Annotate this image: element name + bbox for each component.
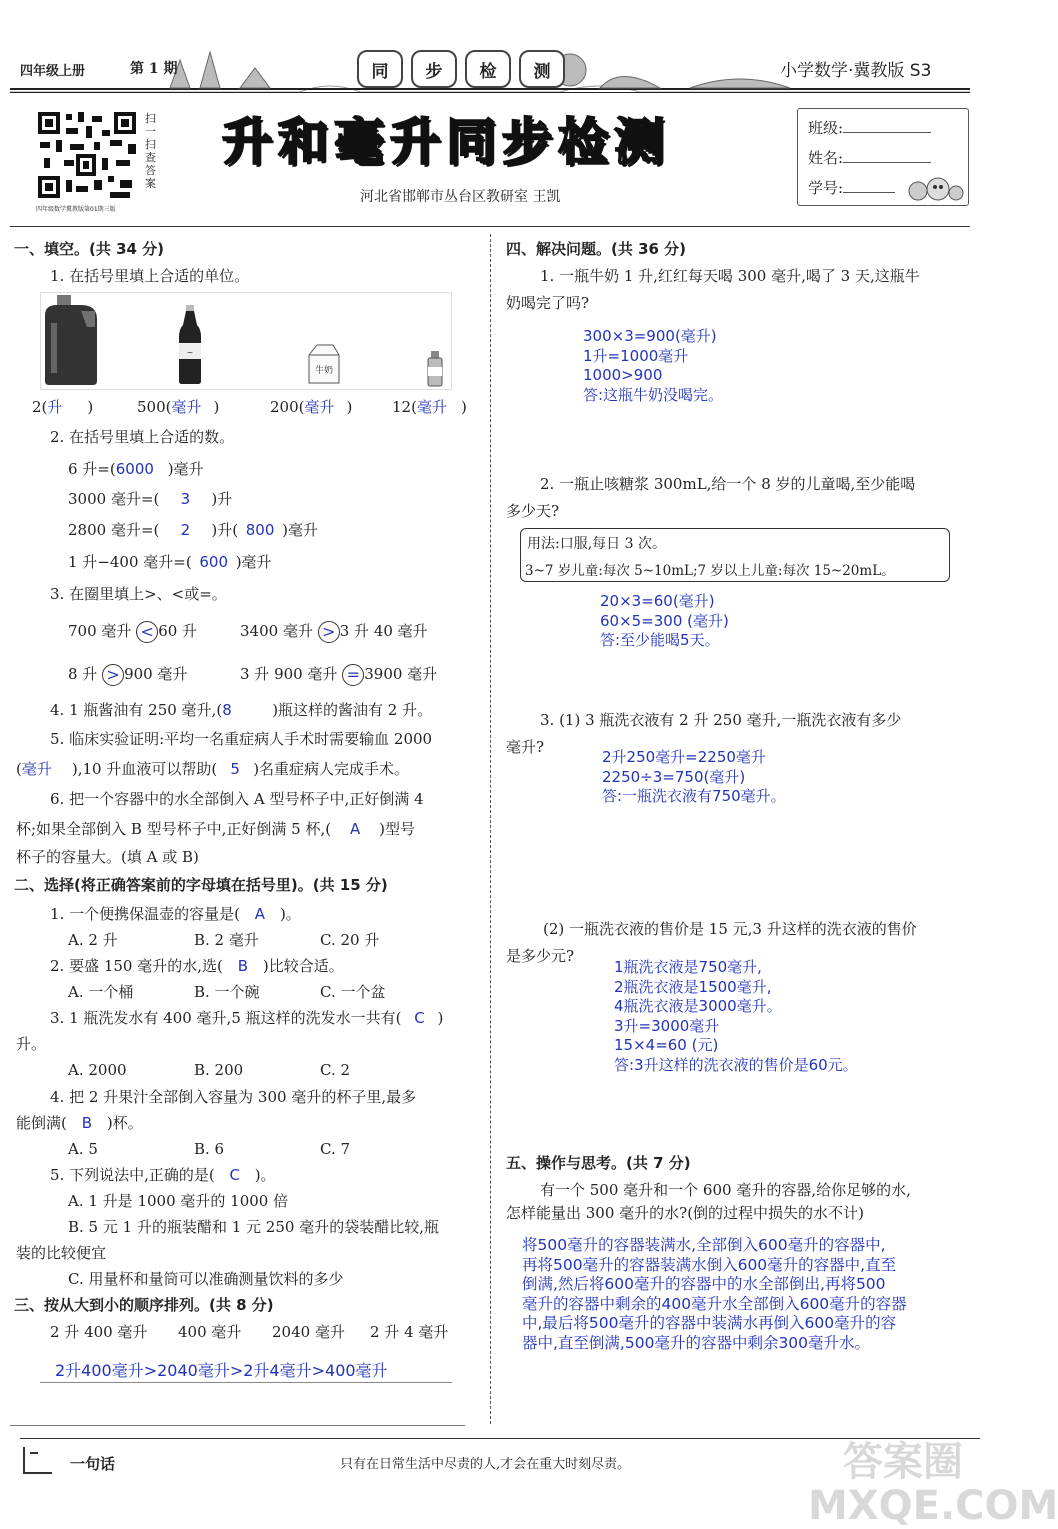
q4-1-answer[interactable] <box>583 327 723 405</box>
answer-line: 器中,直至倒满,500毫升的容器中剩余300毫升水。 <box>522 1333 871 1352</box>
sort-item: 2 升 4 毫升 <box>370 1323 449 1341</box>
q4-1-text: 1. 一瓶牛奶 1 升,红红每天喝 300 毫升,喝了 3 天,这瓶牛 <box>540 267 920 285</box>
q4-2-answer[interactable] <box>600 592 729 651</box>
sort-item: 2040 毫升 <box>272 1323 345 1341</box>
name-field[interactable] <box>843 162 931 163</box>
q5-text: 有一个 500 毫升和一个 600 毫升的容器,给你足够的水, <box>540 1181 911 1199</box>
name-row[interactable] <box>808 147 931 168</box>
option-cont: 装的比较便宜 <box>16 1244 107 1262</box>
small-bottle-icon <box>425 351 445 387</box>
q2-3-text-2: 升。 <box>16 1035 47 1053</box>
q4-2-text: 2. 一瓶止咳糖浆 300mL,给一个 8 岁的儿童喝,至少能喝 <box>540 475 916 493</box>
q4-3a-text: 3. (1) 3 瓶洗衣液有 2 升 250 毫升,一瓶洗衣液有多少 <box>540 711 902 729</box>
item-number: 12( <box>392 398 417 416</box>
text: 3 升 900 毫升 <box>240 665 338 683</box>
answer-line: 20×3=60(毫升) <box>600 592 715 610</box>
page-title: 升和毫升同步检测 <box>222 113 670 171</box>
q2-4-text-2 <box>16 1112 143 1134</box>
option: B. 200 <box>194 1061 244 1079</box>
text: )瓶这样的酱油有 2 升。 <box>272 701 433 719</box>
text: )名重症病人完成手术。 <box>253 760 410 778</box>
q4-3b-answer[interactable] <box>614 958 858 1075</box>
option: A. 2 升 <box>68 931 118 949</box>
compare-circle[interactable]: > <box>102 664 124 686</box>
q1-5-text: 5. 临床实验证明:平均一名重症病人手术时需要输血 2000 <box>50 730 433 748</box>
answer-text[interactable]: C <box>229 1166 240 1184</box>
text: ( <box>16 760 22 778</box>
q2-2-text <box>50 955 344 977</box>
text: 8 升 <box>68 665 98 683</box>
section-3-heading: 三、按从大到小的顺序排列。(共 8 分) <box>14 1296 274 1314</box>
text: )杯。 <box>106 1114 143 1132</box>
issue-label: 第 1 期 <box>130 61 178 77</box>
name-label: 姓名: <box>808 149 844 167</box>
answer-text[interactable]: 8 <box>222 701 232 719</box>
q2-4-text: 4. 把 2 升果汁全部倒入容量为 300 毫升的杯子里,最多 <box>50 1088 417 1106</box>
answer-line: 将500毫升的容器装满水,全部倒入600毫升的容器中, <box>522 1236 886 1254</box>
q4-3b-text: (2) 一瓶洗衣液的售价是 15 元,3 升这样的洗衣液的售价 <box>543 920 917 938</box>
answer-line: 1瓶洗衣液是750毫升, <box>614 958 762 976</box>
answer-line: 答:至少能喝5天。 <box>600 631 720 649</box>
answer-text[interactable]: 600 <box>199 553 229 571</box>
section-5-heading: 五、操作与思考。(共 7 分) <box>506 1154 691 1172</box>
paren-close: ) <box>87 398 94 416</box>
q1-1-item <box>32 396 93 417</box>
text: 6 升=( <box>68 460 116 478</box>
class-field[interactable] <box>843 132 931 133</box>
text: )升 <box>211 490 233 508</box>
text: 3400 毫升 <box>240 622 313 640</box>
item-number: 200( <box>270 398 305 416</box>
answer-text[interactable]: 2 <box>180 521 191 539</box>
sort-answer[interactable]: 2升400毫升>2040毫升>2升4毫升>400毫升 <box>55 1361 388 1380</box>
q1-4-text <box>50 699 432 721</box>
text: )。 <box>254 1166 276 1184</box>
column-divider <box>490 234 491 1424</box>
option: C. 2 <box>320 1061 351 1079</box>
usage-line: 用法:口服,每日 3 次。 <box>527 536 666 552</box>
student-info-box <box>797 108 969 206</box>
class-row[interactable] <box>808 117 931 138</box>
text: )比较合适。 <box>262 957 344 975</box>
answer-line: 倒满,然后将600毫升的容器中的水全部倒出,再将500 <box>522 1275 886 1293</box>
q1-3-text: 3. 在圈里填上>、<或=。 <box>50 585 227 603</box>
mascot-icon <box>906 175 964 203</box>
text: )毫升 <box>235 553 272 571</box>
answer-text[interactable]: 3 <box>180 490 191 508</box>
option: A. 1 升是 1000 毫升的 1000 倍 <box>68 1192 289 1210</box>
answer-text[interactable]: 毫升 <box>21 760 52 778</box>
watermark: 答案圈 MXQE.COM <box>808 1439 1058 1529</box>
text: 5. 下列说法中,正确的是( <box>50 1166 215 1184</box>
answer-text[interactable]: A <box>349 820 361 838</box>
q1-5-text-2 <box>16 758 409 780</box>
answer-line: 1升=1000毫升 <box>583 346 689 365</box>
answer-text[interactable]: 升 <box>47 398 63 416</box>
detergent-bottle-icon <box>41 293 103 385</box>
q4-3a-answer[interactable] <box>602 748 786 807</box>
q1-6-text: 6. 把一个容器中的水全部倒入 A 型号杯子中,正好倒满 4 <box>50 790 424 808</box>
text: 60 升 <box>158 622 198 640</box>
answer-line: 毫升的容器中剩余的400毫升水全部倒入600毫升的容器 <box>522 1294 907 1313</box>
option: C. 用量杯和量筒可以准确测量饮料的多少 <box>68 1270 344 1288</box>
id-row[interactable] <box>808 177 895 198</box>
compare-item <box>68 663 188 686</box>
answer-line: 答:这瓶牛奶没喝完。 <box>583 385 724 404</box>
q1-2-text: 2. 在括号里填上合适的数。 <box>50 428 235 446</box>
id-label: 学号: <box>808 179 844 197</box>
answer-text[interactable]: 800 <box>245 521 275 539</box>
class-label: 班级: <box>808 119 844 137</box>
q1-6-text-3: 杯子的容量大。(填 A 或 B) <box>16 848 199 866</box>
qr-side-text: 扫一扫查答案 <box>145 112 156 190</box>
text: 3900 毫升 <box>364 665 438 683</box>
item-number: 2( <box>32 398 48 416</box>
q1-6-text-2 <box>16 818 415 840</box>
section-4-heading: 四、解决问题。(共 36 分) <box>506 240 687 258</box>
quote-icon <box>16 1441 56 1481</box>
text: 900 毫升 <box>124 665 188 683</box>
q4-3b-text-2: 是多少元? <box>506 947 575 965</box>
header-rule <box>10 92 970 93</box>
section-rule <box>10 226 970 227</box>
compare-circle[interactable]: = <box>342 664 364 686</box>
q2-3-text <box>50 1007 443 1029</box>
compare-item <box>240 663 437 686</box>
stamp-char: 步 <box>411 50 457 88</box>
answer-line: 60×5=300 (毫升) <box>600 611 729 630</box>
text: )。 <box>279 905 301 923</box>
author-line: 河北省邯郸市丛台区教研室 王凯 <box>360 189 561 205</box>
usage-line: 3~7 岁儿童:每次 5~10mL;7 岁以上儿童:每次 15~20mL。 <box>525 563 895 579</box>
option: C. 7 <box>320 1140 351 1158</box>
q5-answer[interactable] <box>522 1236 907 1353</box>
text: 4. 1 瓶酱油有 250 毫升,( <box>50 701 223 719</box>
text: 1 升−400 毫升=( <box>68 553 192 571</box>
grade-label: 四年级上册 <box>20 64 86 79</box>
q4-2-text-2: 多少天? <box>506 502 560 520</box>
option: C. 一个盆 <box>320 983 386 1001</box>
product-image-strip <box>40 292 452 390</box>
option: B. 2 毫升 <box>194 931 259 949</box>
answer-text[interactable]: 毫升 <box>416 398 447 416</box>
option: A. 5 <box>68 1140 98 1158</box>
compare-circle[interactable]: > <box>318 621 340 643</box>
text: ),10 升血液可以帮助( <box>71 760 218 778</box>
answer-text[interactable]: A <box>254 905 266 923</box>
answer-line: 2瓶洗衣液是1500毫升, <box>614 977 772 996</box>
q1-2-line <box>68 458 204 480</box>
stamp-char: 检 <box>465 50 511 88</box>
q1-2-line <box>68 488 232 510</box>
paren-close: ) <box>213 398 220 416</box>
milk-carton-icon <box>303 343 343 385</box>
paren-close: ) <box>460 398 467 416</box>
text: ) <box>437 1009 444 1027</box>
answer-text[interactable]: 毫升 <box>304 398 335 416</box>
text: 700 毫升 <box>68 622 132 640</box>
soda-bottle-icon <box>175 305 205 385</box>
stamp-row <box>357 50 565 88</box>
text: 2800 毫升=( <box>68 521 160 539</box>
text: 3 升 40 毫升 <box>339 622 428 640</box>
text: 3. 1 瓶洗发水有 400 毫升,5 瓶这样的洗发水一共有( <box>50 1009 402 1027</box>
sort-item: 2 升 400 毫升 <box>50 1323 148 1341</box>
answer-line: 3升=3000毫升 <box>614 1016 720 1035</box>
stamp-char: 测 <box>519 50 565 88</box>
subject-label: 小学数学·冀教版 S3 <box>780 61 932 81</box>
left-bottom-rule <box>10 1425 465 1426</box>
text: )毫升 <box>282 521 318 539</box>
answer-line: 答:3升这样的洗衣液的售价是60元。 <box>614 1055 858 1074</box>
text: 杯;如果全部倒入 B 型号杯子中,正好倒满 5 杯,( <box>16 820 332 838</box>
qr-caption: 四年级数学冀教版第01期三版 <box>36 206 116 213</box>
compare-circle[interactable]: < <box>136 621 158 643</box>
compare-item <box>240 620 428 643</box>
option: A. 2000 <box>68 1061 127 1079</box>
answer-line: 再将500毫升的容器装满水倒入600毫升的容器中,直至 <box>522 1255 897 1274</box>
id-field[interactable] <box>843 192 895 193</box>
answer-line: 中,最后将500毫升的容器中装满水再倒入600毫升的容 <box>522 1314 897 1332</box>
q1-1-text: 1. 在括号里填上合适的单位。 <box>50 267 250 285</box>
footer-quote: 只有在日常生活中尽责的人,才会在重大时刻尽责。 <box>340 1457 631 1472</box>
q1-2-line <box>68 519 318 541</box>
answer-line: 1000>900 <box>583 366 663 384</box>
section-2-heading: 二、选择(将正确答案前的字母填在括号里)。(共 15 分) <box>14 876 388 894</box>
q1-2-line <box>68 551 272 573</box>
answer-line: 300×3=900(毫升) <box>583 327 717 345</box>
q4-1-text-2: 奶喝完了吗? <box>506 294 590 312</box>
answer-text[interactable]: 5 <box>230 760 240 778</box>
answer-underline <box>40 1382 452 1383</box>
option: B. 6 <box>194 1140 225 1158</box>
answer-text[interactable]: B <box>81 1114 92 1132</box>
text: )型号 <box>379 820 415 838</box>
answer-line: 2250÷3=750(毫升) <box>602 767 746 786</box>
option: B. 5 元 1 升的瓶装醋和 1 元 250 毫升的袋装醋比较,瓶 <box>68 1218 439 1236</box>
usage-instructions-box <box>520 528 950 582</box>
answer-line: 15×4=60 (元) <box>614 1036 719 1054</box>
svg-text:~: ~ <box>186 348 194 357</box>
q2-5-text <box>50 1164 276 1186</box>
option: A. 一个桶 <box>68 983 134 1001</box>
option: C. 20 升 <box>320 931 380 949</box>
qr-code-icon[interactable] <box>36 110 140 202</box>
paren-close: ) <box>346 398 353 416</box>
answer-text[interactable]: 6000 <box>115 460 154 478</box>
answer-line: 2升250毫升=2250毫升 <box>602 748 766 766</box>
footer-label: 一句话 <box>70 1455 116 1473</box>
text: )毫升 <box>167 460 204 478</box>
answer-text[interactable]: 毫升 <box>171 398 202 416</box>
text: 1. 一个便携保温壶的容量是( <box>50 905 240 923</box>
stamp-char: 同 <box>357 50 403 88</box>
answer-line: 答:一瓶洗衣液有750毫升。 <box>602 787 786 805</box>
q1-1-item <box>137 396 219 417</box>
q1-1-item <box>270 396 352 417</box>
item-number: 500( <box>137 398 172 416</box>
section-1-heading: 一、填空。(共 34 分) <box>14 240 165 258</box>
q5-text-2: 怎样能量出 300 毫升的水?(倒的过程中损失的水不计) <box>506 1204 864 1222</box>
answer-text[interactable]: C <box>414 1009 425 1027</box>
milk-label: 牛奶 <box>314 366 334 376</box>
text: 2. 要盛 150 毫升的水,选( <box>50 957 223 975</box>
q4-3a-text-2: 毫升? <box>506 738 545 756</box>
q2-1-text <box>50 903 301 925</box>
text: 3000 毫升=( <box>68 490 160 508</box>
compare-item <box>68 620 197 643</box>
sort-item: 400 毫升 <box>178 1323 242 1341</box>
text: )升( <box>211 521 239 539</box>
text: 能倒满( <box>16 1114 67 1132</box>
option: B. 一个碗 <box>194 983 260 1001</box>
q1-1-item <box>392 396 467 417</box>
answer-text[interactable]: B <box>237 957 249 975</box>
answer-line: 4瓶洗衣液是3000毫升。 <box>614 997 782 1015</box>
